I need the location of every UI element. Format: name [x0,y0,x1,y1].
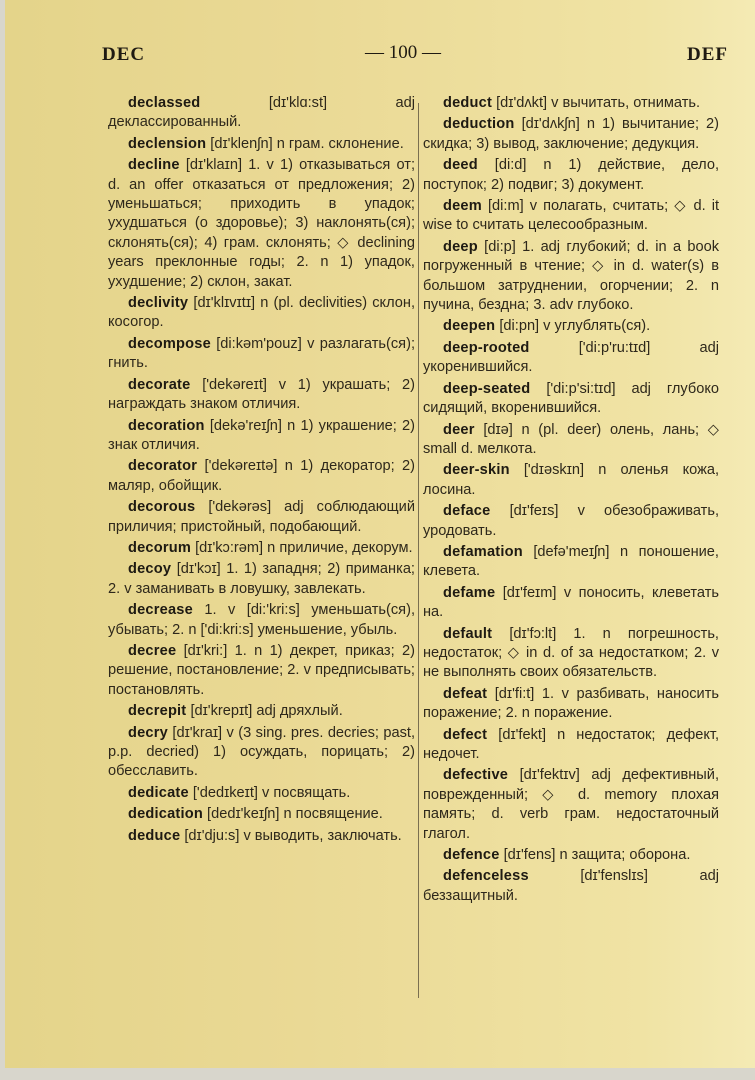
dictionary-entry [423,94,719,113]
entry-definition: [dedɪ'keɪʃn] n посвящение. [207,806,383,823]
dictionary-entry [108,498,415,537]
entry-definition: [dɪ'klɑ:st] adj деклассированный. [108,95,415,131]
entry-definition: [di:pn] v углублять(ся). [499,318,651,335]
entry-definition: [dɪ'krepɪt] adj дряхлый. [190,703,343,720]
entry-headword: defective [443,767,509,784]
entry-headword: declivity [128,295,189,312]
entry-definition: ['dedɪkeɪt] v посвящать. [192,784,351,801]
entry-definition: [dɪə] n (pl. deer) олень, лань; ◇ small d. мелкота. [423,421,719,457]
entry-headword: decoration [128,417,205,434]
entry-definition: ['dɪəskɪn] n оленья кожа, лосина. [423,462,720,498]
entry-definition: ['dekəreɪt] v 1) украшать; 2) награждать знаком отличия. [108,376,415,413]
entry-definition: ['di:p'si:tɪd] adj глубоко сидящий, вкоренившийся. [423,380,719,417]
entry-definition: [dɪ'fi:t] 1. v разбивать, наносить поражение; 2. n поражение. [423,685,719,722]
right-guide-word: DEF [687,44,728,65]
page-number: — 100 — [365,42,441,63]
entry-definition: [dɪ'feɪs] v обезображивать, уродовать. [423,503,719,539]
entry-definition: [dɪ'dʌkʃn] n 1) вычитание; 2) скидка; 3) вывод, заключение; дедукция. [423,116,719,152]
entry-headword: decrease [128,602,193,619]
dictionary-entry [423,625,719,683]
entry-definition: [dɪ'kɔɪ] 1. 1) западня; 2) приманка; 2. v заманивать в ловушку, завлекать. [108,561,415,597]
dictionary-entry [423,584,719,623]
entry-definition: [dekə'reɪʃn] n 1) украшение; 2) знак отличия. [108,417,415,453]
entry-definition: [di:d] n 1) действие, дело, поступок; 2) подвиг; 3) документ. [423,157,719,193]
entry-definition: ['dekərəs] adj соблюдающий приличия; пристойный, подобающий. [108,499,415,535]
entry-headword: defenceless [443,868,529,885]
dictionary-entry [423,846,719,865]
dictionary-entry [108,724,415,782]
entry-definition: [dɪ'dju:s] v выводить, заключать. [184,827,402,844]
entry-headword: deepen [443,318,496,335]
entry-definition: [dɪ'fens] n защита; оборона. [503,847,691,864]
entry-definition: [dɪ'kri:] 1. n 1) декрет, приказ; 2) решение, постановление; 2. v предписывать; постановлять. [108,642,415,698]
entry-headword: decorator [128,458,198,475]
column-divider [418,103,419,998]
entry-headword: deem [443,198,482,215]
dictionary-entry [108,135,415,154]
dictionary-entry [423,238,719,316]
entry-headword: decorate [128,376,191,393]
entry-definition: [di:p] 1. adj глубокий; d. in a book погруженный в чтение; ◇ in d. water(s) в большом затруднении, огорчении; 2. n пучина, бездна; 3. adv глубоко. [423,238,719,314]
dictionary-entry [108,601,415,640]
entry-headword: deep [443,238,478,255]
entry-headword: decompose [128,335,211,352]
entry-definition: [dɪ'kraɪ] v (3 sing. pres. decries; past, p.p. decried) 1) осуждать, порицать; 2) обесславить. [108,724,415,780]
dictionary-entry [423,766,719,844]
entry-headword: decrepit [128,703,187,720]
entry-definition: [dɪ'klenʃn] n грам. склонение. [210,135,404,152]
dictionary-entry [423,156,719,195]
entry-definition: [defə'meɪʃn] n поношение, клевета. [423,543,719,580]
dictionary-entry [423,339,719,378]
entry-headword: deface [443,503,491,520]
entry-headword: decorous [128,499,196,516]
dictionary-entry [423,543,719,582]
dictionary-entry [108,335,415,374]
dictionary-entry [423,380,719,419]
dictionary-entry [108,805,415,824]
entry-headword: declassed [128,95,201,111]
left-column [108,94,415,848]
dictionary-entry [423,317,719,336]
entry-headword: deep-seated [443,380,531,397]
dictionary-entry [423,726,719,765]
entry-headword: default [443,625,493,642]
dictionary-entry [108,156,415,292]
entry-headword: deduct [443,95,493,111]
dictionary-entry [108,417,415,456]
entry-headword: defeat [443,685,488,702]
dictionary-entry [423,867,719,906]
scan-margin-bottom [0,1068,755,1080]
entry-headword: deduction [443,116,515,133]
entry-headword: deer-skin [443,462,510,479]
entry-definition: [dɪ'klaɪn] 1. v 1) отказываться от; d. an offer отказаться от предложения; 2) уменьшаться; приходить в упадок; ухудшаться (о здоровье); 3) наклонять(ся); склонять(ся); 4) грам. склонять; ◇ declining years преклонные годы; 2. n 1) упадок, ухудшение; 2) склон, закат. [108,157,415,290]
dictionary-entry [108,94,415,133]
dictionary-entry [108,294,415,333]
entry-definition: [di:m] v полагать, считать; ◇ d. it wise to считать целесообразным. [423,198,719,234]
dictionary-page [5,0,755,1068]
entry-definition: ['di:p'ru:tɪd] adj укоренившийся. [423,339,719,376]
dictionary-entry [108,784,415,803]
entry-headword: defect [443,726,488,743]
entry-headword: decline [128,157,180,174]
entry-definition: [dɪ'dʌkt] v вычитать, отнимать. [496,95,701,111]
dictionary-entry [108,702,415,721]
entry-headword: dedicate [128,784,189,801]
entry-headword: decoy [128,561,172,578]
dictionary-entry [108,642,415,700]
entry-headword: decree [128,642,177,659]
entry-headword: declension [128,135,207,152]
dictionary-entry [108,827,415,846]
entry-headword: defamation [443,543,523,560]
dictionary-entry [423,115,719,154]
entry-headword: deep-rooted [443,339,530,356]
dictionary-entry [423,502,719,541]
dictionary-entry [108,539,415,558]
dictionary-entry [108,560,415,599]
entry-headword: decorum [128,539,192,556]
entry-definition: [dɪ'feɪm] v поносить, клеветать на. [423,584,719,621]
entry-headword: deduce [128,827,181,844]
page-header [5,38,755,68]
right-column [423,94,719,908]
entry-definition: [dɪ'klɪvɪtɪ] n (pl. declivities) склон, косогор. [108,295,415,331]
entry-headword: dedication [128,806,203,823]
entry-definition: [dɪ'fekt] n недостаток; дефект, недочет. [423,726,719,762]
entry-definition: [dɪ'fenslɪs] adj беззащитный. [423,868,719,904]
dictionary-entry [108,457,415,496]
dictionary-entry [423,421,719,460]
entry-headword: defame [443,584,496,601]
entry-headword: deed [443,157,478,174]
dictionary-entry [108,376,415,415]
dictionary-entry [423,461,719,500]
entry-definition: [di:kəm'pouz] v разлагать(ся); гнить. [108,335,415,372]
entry-headword: defence [443,847,500,864]
entry-definition: 1. v [di:'kri:s] уменьшать(ся), убывать; 2. n ['di:kri:s] уменьшение, убыль. [108,602,415,638]
left-guide-word: DEC [102,44,146,65]
dictionary-entry [423,685,719,724]
entry-definition: ['dekəreɪtə] n 1) декоратор; 2) маляр, обойщик. [108,458,416,494]
entry-headword: decry [128,724,168,741]
dictionary-entry [423,197,719,236]
entry-definition: [dɪ'fɔ:lt] 1. n погрешность, недостаток; ◇ in d. of за недостатком; 2. v не выполнять своих обязательств. [423,625,719,681]
entry-headword: deer [443,421,475,438]
entry-definition: [dɪ'fektɪv] adj дефективный, поврежденный; ◇ d. memory плохая память; d. verb грам. недостаточный глагол. [423,767,719,842]
entry-definition: [dɪ'kɔ:rəm] n приличие, декорум. [195,539,413,556]
